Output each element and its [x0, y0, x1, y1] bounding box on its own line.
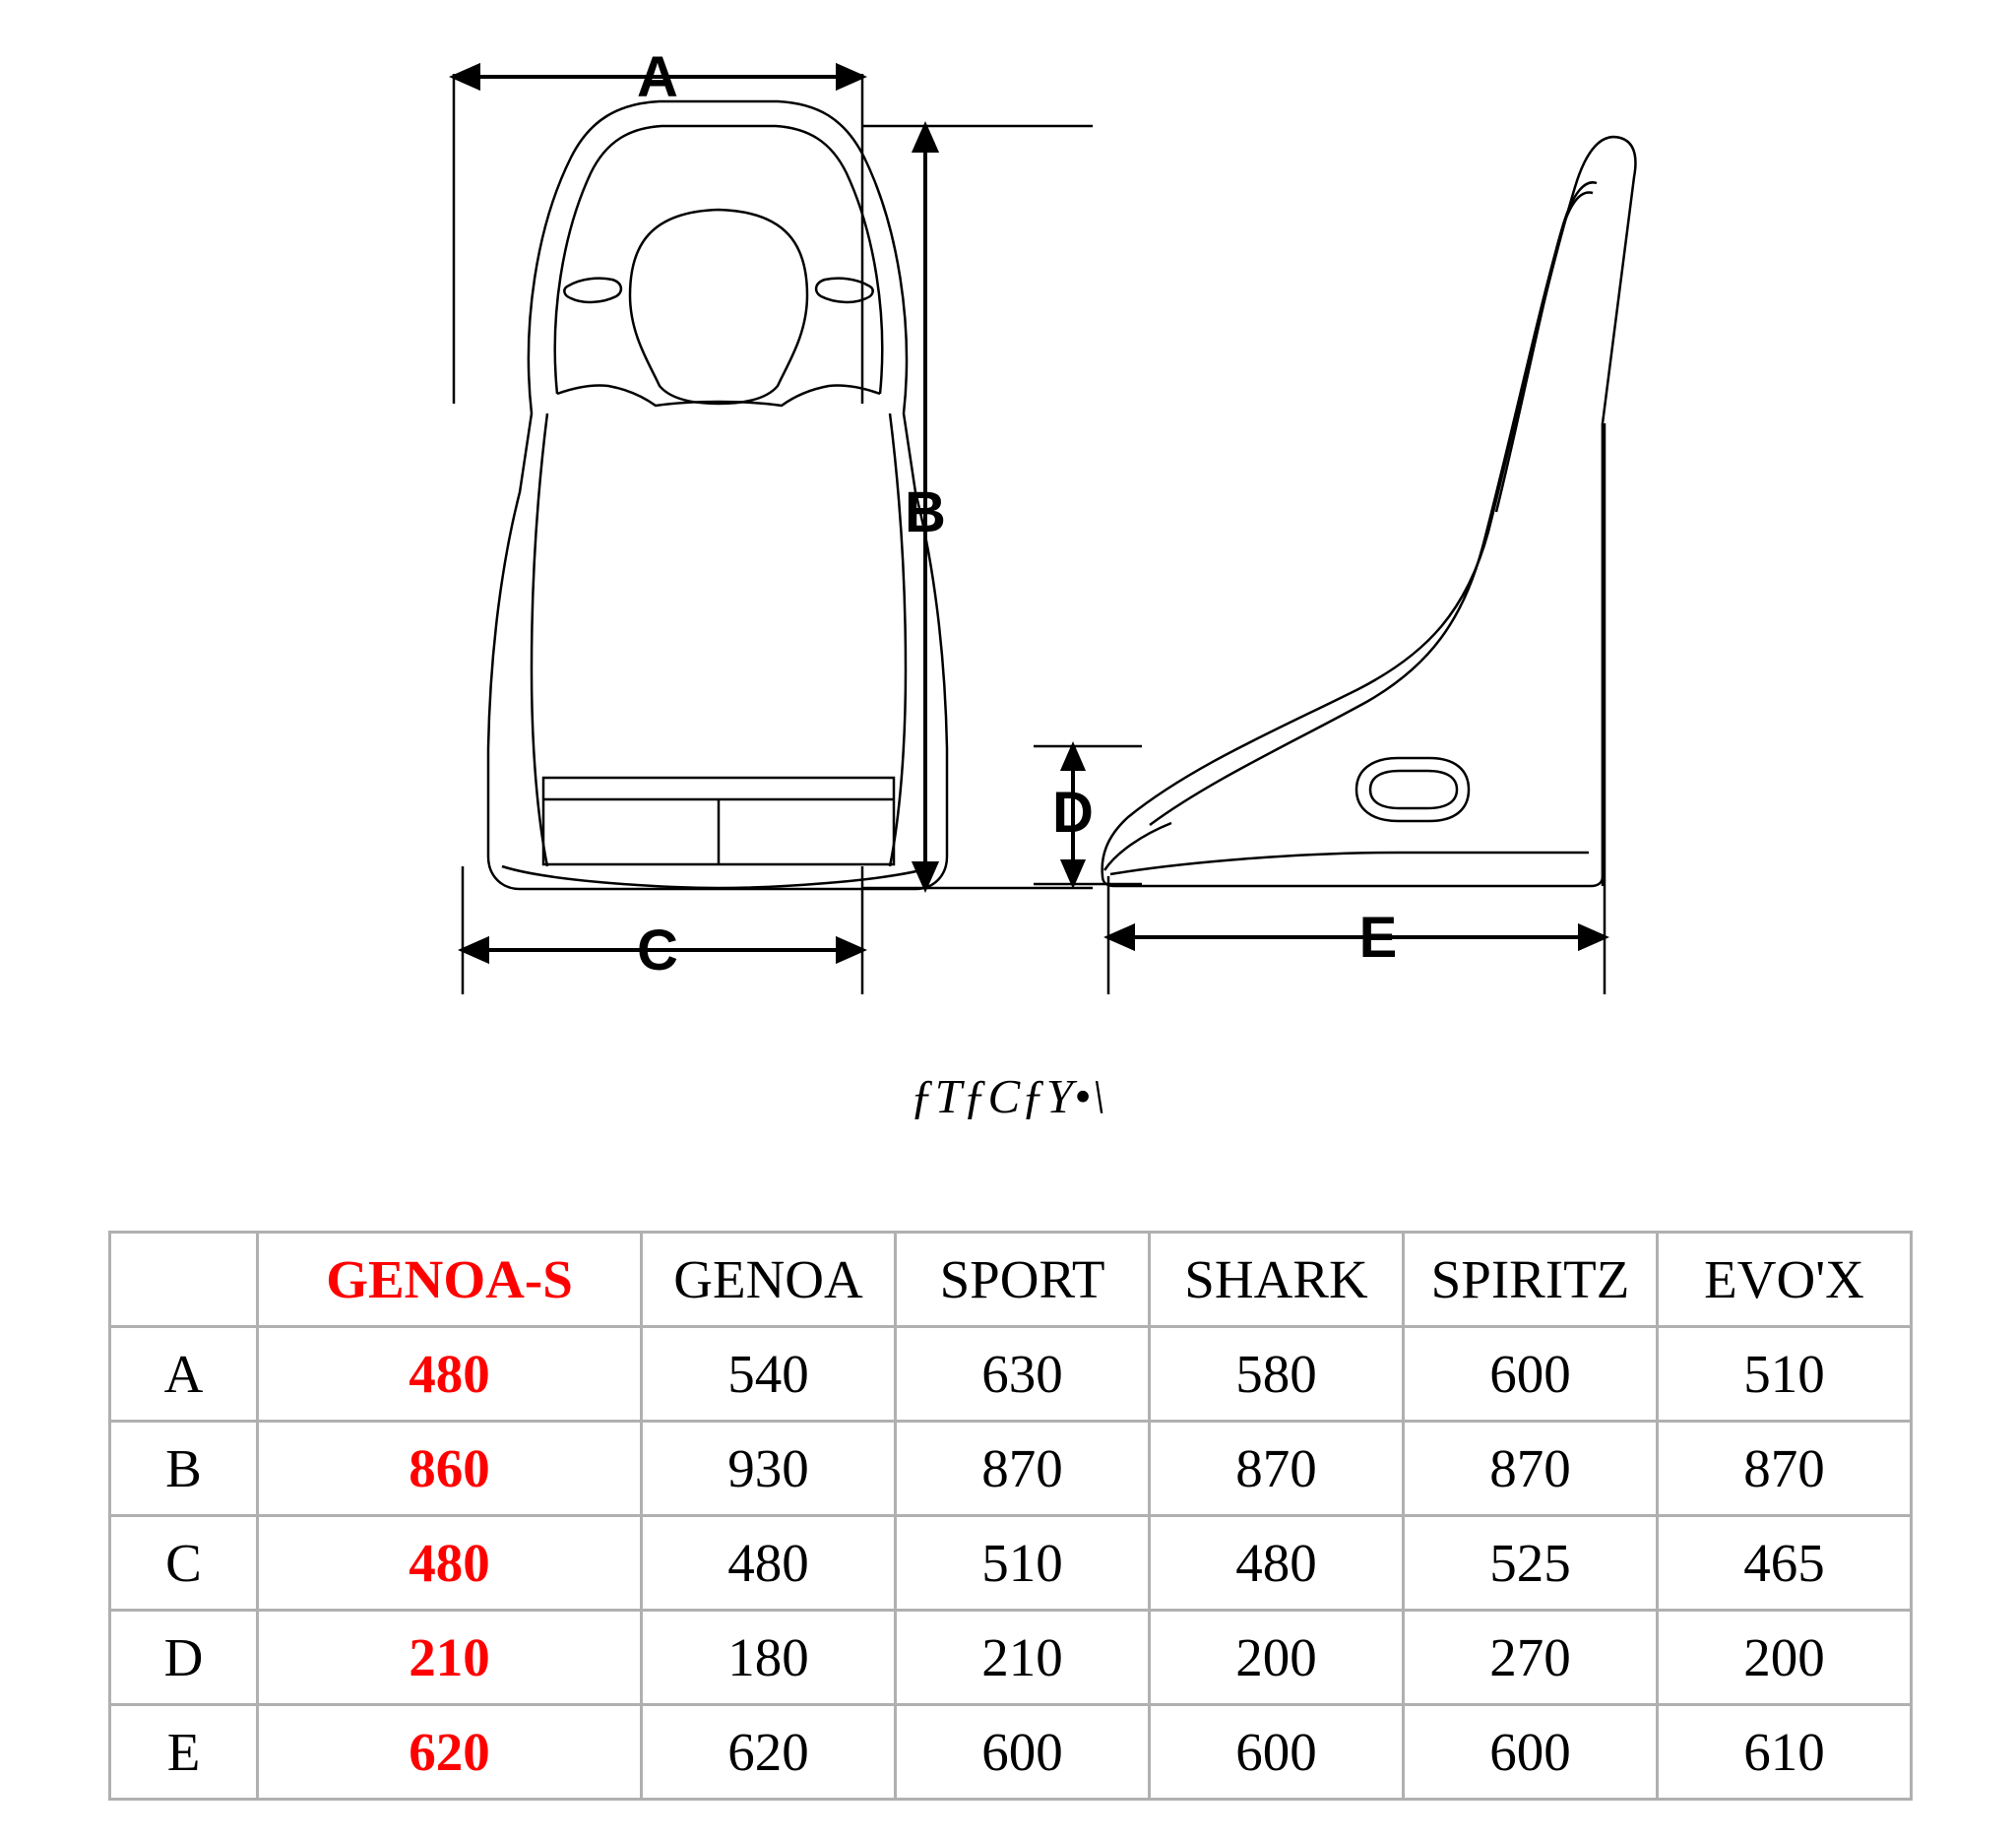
table-header-sport: SPORT: [896, 1233, 1150, 1327]
table-row: [110, 1611, 1912, 1705]
dimension-table: [108, 1231, 1913, 1801]
cell-a-genoa-s: 480: [258, 1327, 642, 1422]
cell-c-genoa: 480: [642, 1516, 896, 1611]
cell-a-spiritz: 600: [1404, 1327, 1658, 1422]
dimension-label-c: C: [637, 919, 678, 983]
seat-side-view: [1102, 137, 1636, 886]
cell-e-sport: 600: [896, 1705, 1150, 1800]
table-row: [110, 1422, 1912, 1516]
table-row: [110, 1327, 1912, 1422]
table-header-shark: SHARK: [1150, 1233, 1404, 1327]
dimension-label-a: A: [637, 45, 678, 109]
row-label-e: E: [110, 1705, 258, 1800]
cell-d-genoa-s: 210: [258, 1611, 642, 1705]
dimension-label-d: D: [1052, 781, 1094, 845]
cell-e-evox: 610: [1658, 1705, 1912, 1800]
cell-e-genoa: 620: [642, 1705, 896, 1800]
cell-a-shark: 580: [1150, 1327, 1404, 1422]
cell-c-sport: 510: [896, 1516, 1150, 1611]
cell-d-evox: 200: [1658, 1611, 1912, 1705]
cell-c-spiritz: 525: [1404, 1516, 1658, 1611]
dimension-label-e: E: [1358, 906, 1398, 970]
table-row: [110, 1705, 1912, 1800]
cell-a-evox: 510: [1658, 1327, 1912, 1422]
cell-a-genoa: 540: [642, 1327, 896, 1422]
seat-front-view: [488, 101, 947, 889]
cell-d-shark: 200: [1150, 1611, 1404, 1705]
cell-e-shark: 600: [1150, 1705, 1404, 1800]
row-label-b: B: [110, 1422, 258, 1516]
cell-b-sport: 870: [896, 1422, 1150, 1516]
cell-c-genoa-s: 480: [258, 1516, 642, 1611]
cell-b-spiritz: 870: [1404, 1422, 1658, 1516]
cell-d-genoa: 180: [642, 1611, 896, 1705]
cell-e-spiritz: 600: [1404, 1705, 1658, 1800]
cell-b-genoa-s: 860: [258, 1422, 642, 1516]
cell-c-evox: 465: [1658, 1516, 1912, 1611]
row-label-a: A: [110, 1327, 258, 1422]
spec-table-container: [108, 1231, 1910, 1801]
table-header-spiritz: SPIRITZ: [1404, 1233, 1658, 1327]
table-header-genoa: GENOA: [642, 1233, 896, 1327]
cell-b-genoa: 930: [642, 1422, 896, 1516]
table-header-genoa-s: GENOA-S: [258, 1233, 642, 1327]
cell-a-sport: 630: [896, 1327, 1150, 1422]
table-row: [110, 1516, 1912, 1611]
dimension-lines-front: [454, 66, 1093, 994]
cell-d-spiritz: 270: [1404, 1611, 1658, 1705]
table-header-evox: EVO'X: [1658, 1233, 1912, 1327]
dimension-label-b: B: [905, 480, 946, 544]
cell-b-evox: 870: [1658, 1422, 1912, 1516]
row-label-c: C: [110, 1516, 258, 1611]
cell-d-sport: 210: [896, 1611, 1150, 1705]
cell-b-shark: 870: [1150, 1422, 1404, 1516]
cell-c-shark: 480: [1150, 1516, 1404, 1611]
diagram-caption: ƒTƒCƒY•\: [910, 1069, 1106, 1123]
table-header-corner: [110, 1233, 258, 1327]
row-label-d: D: [110, 1611, 258, 1705]
cell-e-genoa-s: 620: [258, 1705, 642, 1800]
table-header-row: [110, 1233, 1912, 1327]
